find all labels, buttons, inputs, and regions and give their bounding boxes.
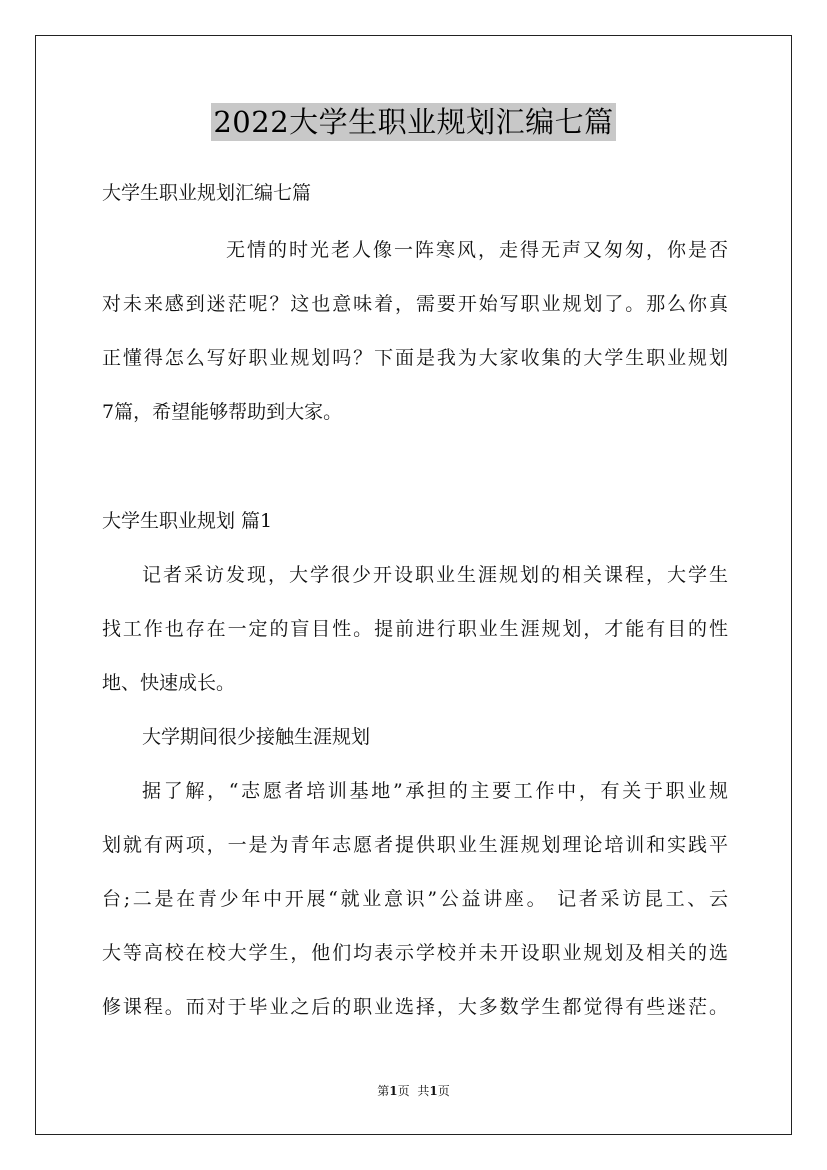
title-container [0,103,827,141]
total-prefix: 共 [417,1084,430,1098]
total-suffix: 页 [437,1084,450,1098]
paragraph2-line-1: 据了解，“志愿者培训基地”承担的主要工作中，有关于职业规 [142,780,728,802]
intro-line-3: 正懂得怎么写好职业规划吗？下面是我为大家收集的大学生职业规划 [102,347,728,369]
paragraph2-line-5: 修课程。而对于毕业之后的职业选择，大多数学生都觉得有些迷茫。 [102,996,728,1018]
document-title: 2022大学生职业规划汇编七篇 [213,105,614,139]
document-subtitle: 大学生职业规划汇编七篇 [102,182,312,204]
page-label-prefix: 第 [377,1084,390,1098]
page-label-suffix: 页 [397,1084,410,1098]
paragraph1-line-3: 地、快速成长。 [102,672,236,694]
paragraph2-line-3: 台;二是在青少年中开展“就业意识”公益讲座。 记者采访昆工、云 [102,888,728,910]
intro-line-1: 无情的时光老人像一阵寒风，走得无声又匆匆，你是否 [226,239,728,261]
section-heading: 大学生职业规划 篇1 [102,510,273,532]
paragraph2-line-2: 划就有两项，一是为青年志愿者提供职业生涯规划理论培训和实践平 [102,834,728,856]
intro-line-2: 对未来感到迷茫呢？这也意味着，需要开始写职业规划了。那么你真 [102,293,728,315]
total-pages: 1 [429,1084,438,1098]
paragraph1-line-1: 记者采访发现，大学很少开设职业生涯规划的相关课程，大学生 [142,564,728,586]
page-number: 1 [389,1084,398,1098]
subheading: 大学期间很少接触生涯规划 [142,726,371,748]
paragraph2-line-4: 大等高校在校大学生，他们均表示学校并未开设职业规划及相关的选 [102,942,728,964]
intro-line-4: 7篇，希望能够帮助到大家。 [102,401,343,423]
paragraph1-line-2: 找工作也存在一定的盲目性。提前进行职业生涯规划，才能有目的性 [102,618,728,640]
page-footer [0,1083,827,1099]
